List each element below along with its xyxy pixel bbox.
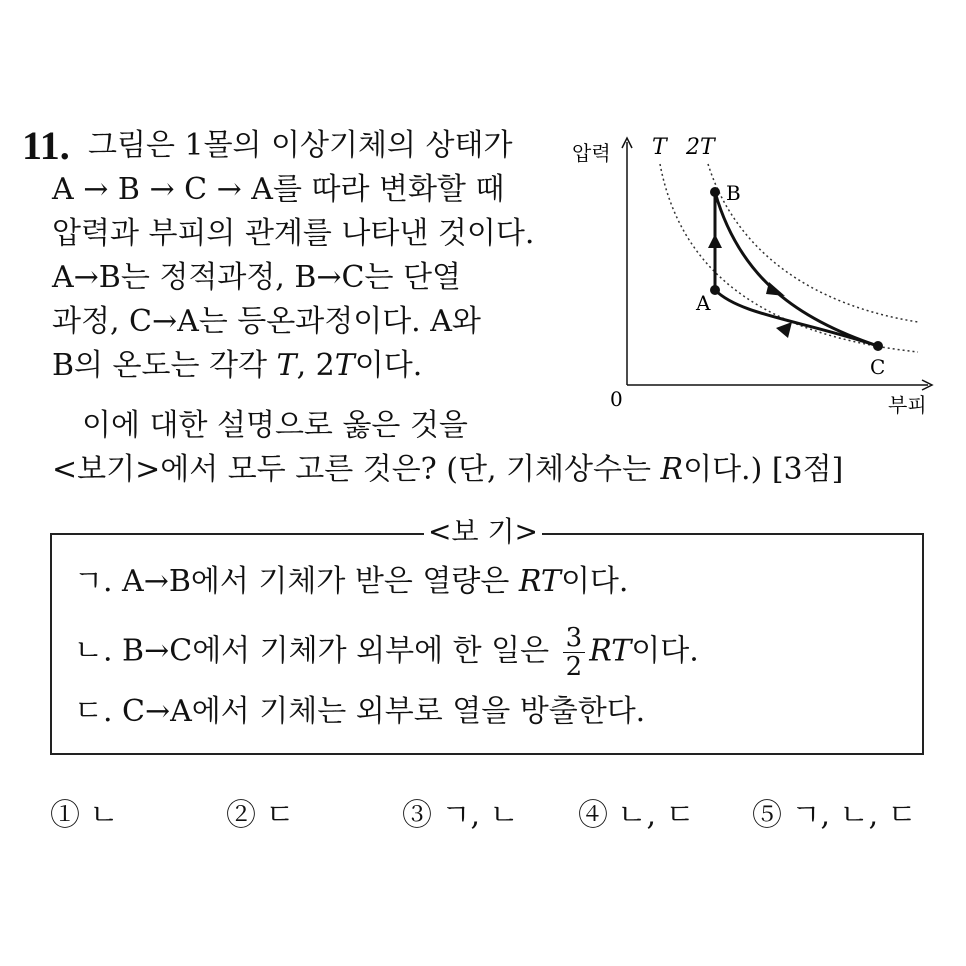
point-A [710,285,720,295]
arrow-C-A [776,322,792,338]
point-B [710,187,720,197]
bogi-item-3 [74,690,645,734]
point-A-label: A [696,291,711,315]
bogi-item-2-text: ㄴ. B→C에서 기체가 외부에 한 일은 [74,633,559,669]
question-line-6 [52,344,422,388]
prompt-line-2-b: 이다.) [3점] [683,452,844,487]
question-line-3: 압력과 부피의 관계를 나타낸 것이다. [52,216,535,251]
y-axis-label: 압력 [572,141,611,165]
arrow-B-C [766,282,785,296]
question-line-6-tail: 이다. [354,348,423,383]
bogi-item-1-text: ㄱ. A→B에서 기체가 받은 열량은 [74,564,519,599]
choice-3[interactable]: ③ ㄱ, ㄴ [402,798,519,833]
choice-1[interactable]: ① ㄴ [50,798,119,833]
arrow-A-B [708,234,722,248]
bogi-item-2 [74,624,699,681]
question-line-2: A → B → C → A를 따라 변화할 때 [52,172,505,207]
question-line-1: 그림은 1몰의 이상기체의 상태가 [88,128,513,163]
choice-5[interactable]: ⑤ ㄱ, ㄴ, ㄷ [752,798,917,833]
question-line-6-text: B의 온도는 각각 [52,348,277,383]
prompt-line-2-a: <보기>에서 모두 고른 것은? (단, 기체상수는 [52,452,661,487]
bogi-item-3-text: ㄷ. C→A에서 기체는 외부로 열을 방출한다. [74,694,646,729]
fraction-numerator: 3 [563,624,586,653]
bogi-title-text: <보 기> [424,515,542,548]
isotherm-2T-label: 2T [686,135,715,160]
bogi-item-1-var: RT [518,564,561,599]
fraction-denominator: 2 [565,652,583,682]
fraction-3-2 [563,624,586,681]
bogi-item-2-var: RT [589,633,632,669]
question-number: 11. [22,123,70,168]
bogi-item-1 [74,560,628,604]
question-line-5: 과정, C→A는 등온과정이다. A와 [52,304,481,339]
process-C-A [715,290,878,346]
gas-constant-R: R [660,452,684,487]
isotherm-T-label: T [652,135,667,160]
pv-diagram [560,120,940,420]
choice-2[interactable]: ② ㄷ [226,798,295,833]
origin-label: 0 [610,387,623,411]
choice-4[interactable]: ④ ㄴ, ㄷ [578,798,695,833]
question-line-4: A→B는 정적과정, B→C는 단열 [52,260,461,295]
temperature-sep: , 2 [296,348,335,383]
point-B-label: B [726,181,741,205]
bogi-title [0,512,966,552]
temperature-T: T [276,348,297,383]
point-C-label: C [870,355,886,379]
x-axis-label: 부피 [888,393,927,417]
temperature-2T: T [334,348,355,383]
prompt-line-2 [52,448,843,492]
bogi-item-2-suffix: 이다. [631,633,699,669]
point-C [873,341,883,351]
bogi-item-1-suffix: 이다. [560,564,629,599]
prompt-line-1: 이에 대한 설명으로 옳은 것을 [82,408,468,443]
